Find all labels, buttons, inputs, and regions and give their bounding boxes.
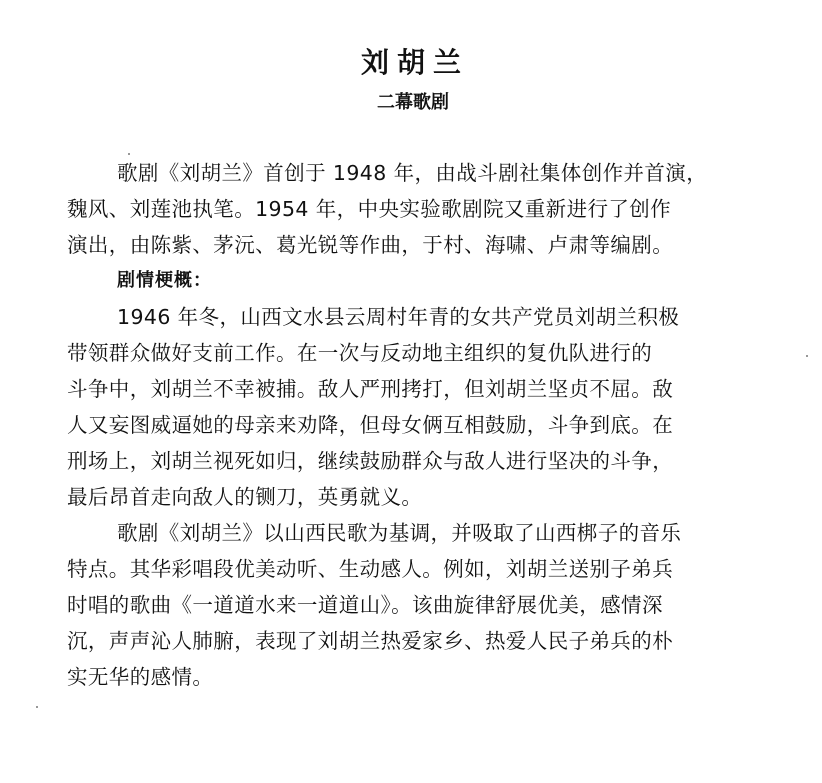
synopsis-line: 最后昂首走向敌人的铡刀，英勇就义。 xyxy=(67,485,423,509)
intro-line: 演出，由陈紫、茅沅、葛光锐等作曲，于村、海啸、卢肃等编剧。 xyxy=(67,233,674,257)
body-text xyxy=(67,155,757,695)
music-line: 时唱的歌曲《一道道水来一道道山》。该曲旋律舒展优美，感情深 xyxy=(67,593,663,617)
intro-line: 歌剧《刘胡兰》首创于 1948 年，由战斗剧社集体创作并首演， xyxy=(117,161,708,185)
scan-speck xyxy=(128,153,130,155)
music-line: 歌剧《刘胡兰》以山西民歌为基调，并吸取了山西梆子的音乐 xyxy=(117,521,682,545)
music-line: 特点。其华彩唱段优美动听、生动感人。例如，刘胡兰送别子弟兵 xyxy=(67,557,674,581)
music-line: 沉，声声沁人肺腑，表现了刘胡兰热爱家乡、热爱人民子弟兵的朴 xyxy=(67,629,674,653)
synopsis-paragraph xyxy=(67,299,757,515)
synopsis-line: 1946 年冬，山西文水县云周村年青的女共产党员刘胡兰积极 xyxy=(117,305,680,329)
page-title: 刘胡兰 xyxy=(360,46,469,79)
music-paragraph xyxy=(67,515,757,695)
synopsis-heading: 剧情梗概： xyxy=(117,270,212,291)
page-subtitle: 二幕歌剧 xyxy=(377,92,449,113)
music-line: 实无华的感情。 xyxy=(67,665,214,689)
scan-speck xyxy=(806,355,808,357)
synopsis-line: 人又妄图威逼她的母亲来劝降，但母女俩互相鼓励，斗争到底。在 xyxy=(67,413,674,437)
synopsis-line: 刑场上，刘胡兰视死如归，继续鼓励群众与敌人进行坚决的斗争， xyxy=(67,449,674,473)
intro-paragraph xyxy=(67,155,757,263)
synopsis-line: 带领群众做好支前工作。在一次与反动地主组织的复仇队进行的 xyxy=(67,341,653,365)
intro-line: 魏风、刘莲池执笔。1954 年，中央实验歌剧院又重新进行了创作 xyxy=(67,197,672,221)
synopsis-line: 斗争中，刘胡兰不幸被捕。敌人严刑拷打，但刘胡兰坚贞不屈。敌 xyxy=(67,377,674,401)
scan-speck xyxy=(36,706,38,708)
